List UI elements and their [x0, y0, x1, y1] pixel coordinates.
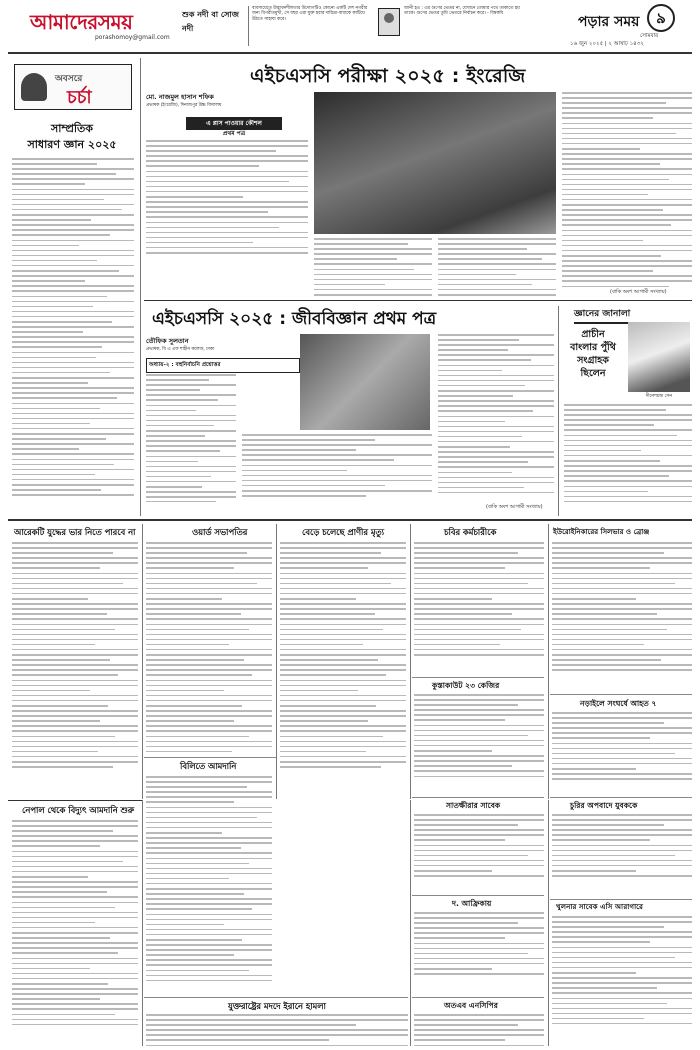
- english-label: এ প্লাস পাওয়ার কৌশল: [186, 117, 282, 130]
- logo: আমাদেরসময়: [30, 10, 133, 34]
- headline-4[interactable]: চবির কর্মচারীকে: [444, 527, 497, 537]
- headline-5[interactable]: ইউরোইনিকারের সিলভার ও ব্রোঞ্জ: [553, 528, 650, 536]
- tagline: শুক নদী বা সোজ নদী: [182, 10, 239, 33]
- reader-icon: [21, 73, 47, 101]
- gyaner-text: [564, 404, 692, 504]
- headline-15[interactable]: খুলনার সাবেক এসি আরাগারে: [556, 902, 643, 911]
- news-15-body: [552, 916, 692, 1044]
- avosor-label: অবসরে: [55, 74, 83, 84]
- headline-2[interactable]: ওয়ার্ড সভাপতির: [192, 527, 248, 537]
- exam-hall-photo: [300, 334, 430, 430]
- day: সোমবার: [640, 33, 659, 39]
- sidebar-text: [12, 158, 134, 498]
- headline-10[interactable]: চুরির অপবাদে যুবককে: [570, 801, 638, 810]
- biology-col-2: [242, 434, 432, 502]
- news-10-body: [552, 814, 692, 896]
- headline-12[interactable]: নেপাল থেকে বিদ্যুৎ আমদানি শুরু: [22, 805, 135, 815]
- headline-11[interactable]: দ. আফ্রিকায়: [452, 899, 492, 908]
- english-headline: এইচএসসি পরীক্ষা ২০২৫ : ইংরেজি: [250, 65, 526, 87]
- headline-9[interactable]: সাতক্ষীরার সাবেক: [446, 801, 501, 810]
- news-1-body: [12, 542, 138, 790]
- portrait-caption: দীনেশচন্দ্র সেন: [645, 394, 673, 399]
- section-title: পড়ার সময়: [578, 14, 640, 30]
- news-11-body: [414, 912, 544, 994]
- page-number: ৯: [647, 4, 675, 32]
- english-col-2: [314, 238, 432, 296]
- news-6-body: [146, 776, 272, 994]
- headline-7[interactable]: কুস্তাকাউট ২৩ কেজির: [432, 681, 500, 690]
- news-7-body: [414, 694, 544, 794]
- english-author: মো. নাজমুল হাসান শফিক প্রভাষক (ইংরেজি), দিনাজপুর উচ্চ বিদ্যালয়: [146, 93, 222, 108]
- news-13-body: [146, 1014, 408, 1046]
- biology-col-3: [438, 334, 554, 502]
- biology-col-1: [146, 374, 236, 502]
- headline-3[interactable]: বেড়ে চলেছে প্রাণীর মৃত্যু: [302, 527, 385, 537]
- charcha-label: চর্চা: [67, 87, 92, 108]
- students-celebrating-photo: [314, 92, 556, 234]
- headline-6[interactable]: বিলিতে আমদানি: [180, 761, 237, 771]
- news-3-body: [280, 542, 406, 790]
- dinesh-chandra-portrait: [628, 322, 690, 392]
- news-12-body: [12, 820, 138, 1038]
- news-8-body: [552, 712, 692, 796]
- english-col-3: [438, 238, 556, 296]
- biology-chapter: অধ্যায়-২ : বহুনির্বাচনি প্রশ্নোত্তর: [146, 358, 300, 373]
- headline-8[interactable]: নড়াইলে সংঘর্ষে আহত ৭: [580, 699, 657, 708]
- news-4-body: [414, 542, 544, 674]
- sidebar-title-2: সাধারণ জ্ঞান ২০২৫: [27, 138, 117, 151]
- news-2-body: [146, 542, 272, 770]
- biology-author: তৌফিক সুলতান প্রভাষক, বি এ এফ শাহীন কলেজ, ঢাকা: [146, 337, 215, 352]
- avosor-charcha-logo: [14, 64, 132, 110]
- email[interactable]: porashomoy@gmail.com: [95, 34, 170, 41]
- intro-quote: ব্যবসায়েতে উদ্ভাবনশীলতার উদ্যোগটিও কোনো একটি দেশ নগরীর জন্য বিপরীতমুখী, সে বছর এরা যুক্ত হবার দারিদ্র্য-বাধাকে কাটিয়ে উঠতে সাহায্য করে।: [252, 6, 368, 22]
- headline-14[interactable]: অতএব এনসিপির: [444, 1001, 498, 1010]
- news-9-body: [414, 814, 544, 892]
- english-col-1: [146, 140, 308, 260]
- portrait-icon: [378, 8, 400, 36]
- sidebar-gk: [8, 58, 136, 508]
- sidebar-title-1: সাম্প্রতিক: [50, 122, 93, 135]
- english-footer: (বাকি অংশ আগামী সংখ্যায়): [610, 289, 667, 295]
- gyaner-title: প্রাচীন বাংলার পুঁথি সংগ্রাহক ছিলেন: [570, 329, 616, 379]
- news-5-body: [552, 542, 692, 692]
- quote-2: জানী হও : এর গুণের ভেতর না, যেখানে তোমার পথে তাকাতে হয় তাকে। গুণের ভেতর তুমি ভেতরে নির্বাচন করে। - বিশ্বকবি: [404, 6, 520, 17]
- biology-headline: এইচএসসি ২০২৫ : জীববিজ্ঞান প্রথম পত্র: [152, 309, 437, 329]
- english-col-4: [562, 92, 692, 288]
- news-14-body: [414, 1014, 544, 1046]
- biology-footer: (বাকি অংশ আগামী সংখ্যায়): [486, 504, 543, 510]
- headline-13[interactable]: যুক্তরাষ্ট্রের মদদে ইরানে হামলা: [228, 1001, 326, 1011]
- gyaner-janala-label: জ্ঞানের জানালা: [574, 306, 630, 324]
- headline-1[interactable]: আরেকটি যুদ্ধের ভার নিতে পারবে না: [14, 527, 136, 537]
- english-paper: প্রথম পত্র: [222, 130, 246, 137]
- date: ১৬ জুন ২০২৫ | ২ আষাঢ় ১৪৩২: [570, 41, 644, 47]
